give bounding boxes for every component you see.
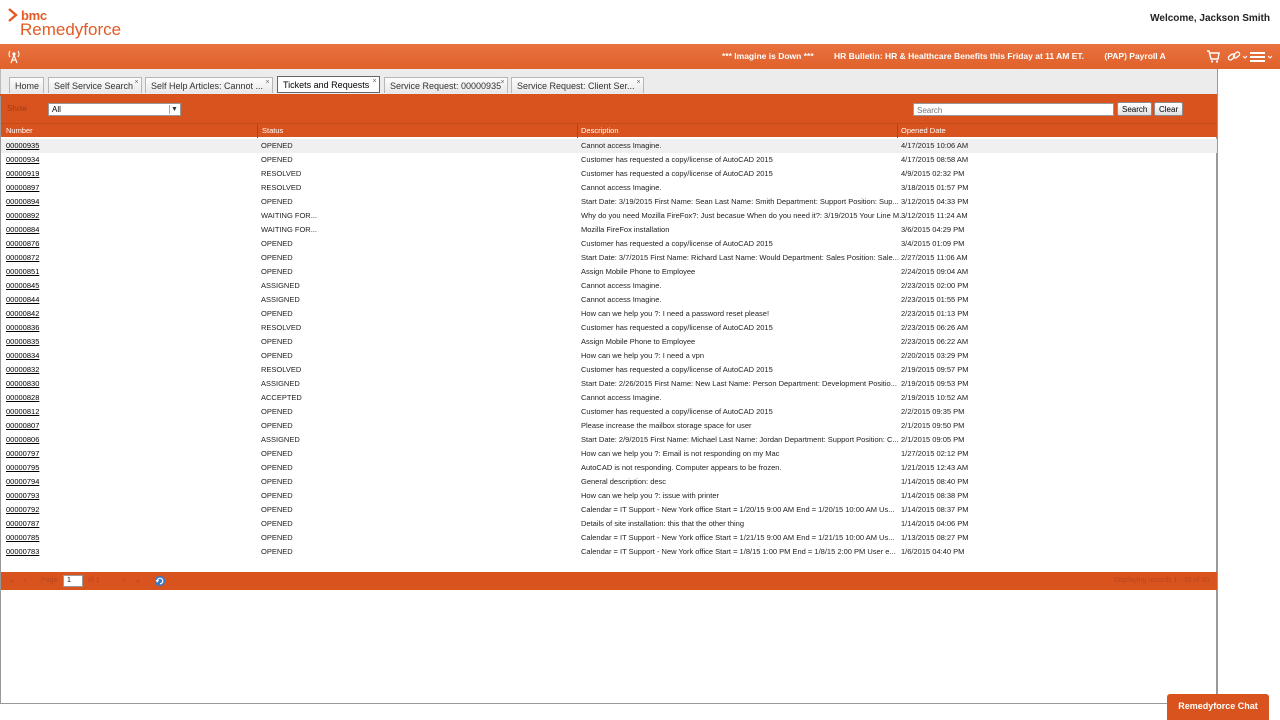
ticket-status: ASSIGNED [261,281,300,290]
filter-select[interactable] [48,103,181,116]
ticket-number-link[interactable]: 00000897 [6,183,40,192]
ticket-opened-date: 1/14/2015 08:40 PM [901,477,969,486]
table-row[interactable] [1,447,1217,461]
page-label: Page [41,577,58,584]
ticket-opened-date: 2/2/2015 09:35 PM [901,407,965,416]
ticket-opened-date: 3/6/2015 04:29 PM [901,225,965,234]
records-info: Displaying records 1 - 30 of 30 [1114,577,1209,584]
table-row[interactable] [1,461,1217,475]
broadcast-icon[interactable] [6,48,22,64]
ticket-opened-date: 3/4/2015 01:09 PM [901,239,965,248]
close-icon[interactable]: × [372,78,377,85]
logo-company: bmc [21,8,47,23]
bmc-logo-icon [7,8,19,22]
table-row[interactable] [1,489,1217,503]
logo-product: Remedyforce [20,20,122,39]
ticker-item: HR Bulletin: HR & Healthcare Benefits this Friday at 11 AM ET. [834,51,1085,61]
ticket-status: OPENED [261,337,293,346]
table-header [1,123,1217,137]
cart-icon[interactable] [1204,48,1222,66]
ticket-status: OPENED [261,253,293,262]
ticket-description: Customer has requested a copy/license of AutoCAD 2015 [581,365,773,374]
ticket-description: Customer has requested a copy/license of AutoCAD 2015 [581,155,773,164]
ticket-opened-date: 1/14/2015 08:37 PM [901,505,969,514]
search-input[interactable] [913,103,1114,116]
tab-label: Service Request: Client Ser... [517,81,635,91]
ticket-status: OPENED [261,141,293,150]
column-divider[interactable] [897,124,898,138]
table-row[interactable] [1,265,1217,279]
table-row[interactable] [1,307,1217,321]
ticket-description: General description: desc [581,477,667,486]
ticket-number-link[interactable]: 00000844 [6,295,40,304]
ticket-opened-date: 3/12/2015 11:24 AM [901,211,968,220]
ticket-status: ASSIGNED [261,295,300,304]
ticket-number-link[interactable]: 00000872 [6,253,40,262]
ticket-status: OPENED [261,239,293,248]
table-row[interactable] [1,503,1217,517]
ticket-number-link[interactable]: 00000836 [6,323,40,332]
table-row[interactable] [1,433,1217,447]
page-count: of 1 [88,577,100,584]
ticket-opened-date: 2/23/2015 01:55 PM [901,295,969,304]
ticket-status: ASSIGNED [261,379,300,388]
table-row[interactable] [1,517,1217,531]
menu-icon[interactable] [1252,48,1270,66]
ticket-description: Why do you need Mozilla FireFox?: Just becasue When do you need it?: 3/19/2015 Your Line M... [581,211,906,220]
ticket-opened-date: 2/1/2015 09:05 PM [901,435,965,444]
ticket-number-link[interactable]: 00000792 [6,505,40,514]
welcome-text: Welcome, Jackson Smith [1150,13,1270,24]
ticket-status: OPENED [261,197,293,206]
ticket-description: Calendar = IT Support - New York office Start = 1/21/15 9:00 AM End = 1/21/15 10:00 AM Us... [581,533,895,542]
ticket-number-link[interactable]: 00000845 [6,281,40,290]
ticket-number-link[interactable]: 00000783 [6,547,40,556]
ticket-status: WAITING FOR... [261,225,317,234]
ticket-number-link[interactable]: 00000935 [6,141,40,150]
table-row[interactable] [1,153,1217,167]
column-header-description[interactable]: Description [581,126,619,135]
ticket-number-link[interactable]: 00000832 [6,365,40,374]
ticket-status: OPENED [261,351,293,360]
ticket-number-link[interactable]: 00000876 [6,239,40,248]
tab-service-request-client[interactable] [511,77,644,93]
table-row[interactable] [1,321,1217,335]
ticket-description: Calendar = IT Support - New York office Start = 1/20/15 9:00 AM End = 1/20/15 10:00 AM Us... [581,505,895,514]
ticket-status: OPENED [261,449,293,458]
tab-tickets-and-requests[interactable] [277,76,380,93]
nav-bar [0,44,1280,69]
table-row[interactable] [1,293,1217,307]
table-row[interactable] [1,223,1217,237]
ticker-item: *** Imagine is Down *** [722,51,814,61]
ticket-status: OPENED [261,477,293,486]
ticket-number-link[interactable]: 00000834 [6,351,40,360]
tab-label: Self Help Articles: Cannot ... [151,81,264,91]
ticket-description: Assign Mobile Phone to Employee [581,267,696,276]
table-row[interactable] [1,335,1217,349]
close-icon[interactable]: × [500,79,505,86]
ticket-opened-date: 2/19/2015 09:53 PM [901,379,969,388]
ticket-number-link[interactable]: 00000842 [6,309,40,318]
ticket-status: OPENED [261,547,293,556]
ticket-opened-date: 2/20/2015 03:29 PM [901,351,969,360]
ticket-status: WAITING FOR... [261,211,317,220]
refresh-icon[interactable] [154,575,166,587]
chevron-down-icon[interactable]: ▼ [169,105,179,114]
ticket-description: Customer has requested a copy/license of AutoCAD 2015 [581,169,773,178]
ticket-opened-date: 4/17/2015 10:06 AM [901,141,969,150]
ticket-number-link[interactable]: 00000851 [6,267,40,276]
ticket-description: How can we help you ?: issue with printer [581,491,719,500]
ticket-number-link[interactable]: 00000835 [6,337,40,346]
ticket-status: OPENED [261,463,293,472]
ticket-number-link[interactable]: 00000884 [6,225,40,234]
table-row[interactable] [1,349,1217,363]
ticket-number-link[interactable]: 00000828 [6,393,40,402]
ticket-number-link[interactable]: 00000830 [6,379,40,388]
ticket-description: Details of site installation: this that the other thing [581,519,745,528]
ticket-number-link[interactable]: 00000797 [6,449,40,458]
ticket-number-link[interactable]: 00000892 [6,211,40,220]
last-page-icon[interactable]: » [135,576,141,585]
ticket-status: RESOLVED [261,183,302,192]
table-row[interactable] [1,251,1217,265]
ticket-description: Cannot access Imagine. [581,141,662,150]
ticket-opened-date: 2/23/2015 02:00 PM [901,281,969,290]
ticket-opened-date: 2/27/2015 11:06 AM [901,253,968,262]
ticket-status: OPENED [261,491,293,500]
ticket-description: Cannot access Imagine. [581,183,662,192]
table-row[interactable] [1,195,1217,209]
column-header-status[interactable]: Status [262,126,284,135]
column-divider[interactable] [577,124,578,138]
ticket-description: Cannot access Imagine. [581,393,662,402]
column-divider[interactable] [257,124,258,138]
table-row[interactable] [1,377,1217,391]
ticket-number-link[interactable]: 00000793 [6,491,40,500]
broadcast-ticker[interactable] [722,51,1166,61]
ticket-number-link[interactable]: 00000812 [6,407,40,416]
link-icon[interactable] [1228,48,1246,66]
ticket-opened-date: 1/14/2015 04:06 PM [901,519,969,528]
ticket-status: OPENED [261,309,293,318]
top-header [0,0,1280,44]
clear-button[interactable]: Clear [1154,102,1183,116]
tab-service-request-00000935[interactable] [384,77,508,93]
ticket-status: OPENED [261,505,293,514]
ticket-opened-date: 3/12/2015 04:33 PM [901,197,969,206]
ticket-number-link[interactable]: 00000807 [6,421,40,430]
tab-self-service-search[interactable] [48,77,142,93]
ticket-number-link[interactable]: 00000787 [6,519,40,528]
ticket-opened-date: 4/9/2015 02:32 PM [901,169,965,178]
ticket-opened-date: 1/13/2015 08:27 PM [901,533,969,542]
tickets-panel [0,96,1217,704]
table-row[interactable] [1,531,1217,545]
ticket-description: Start Date: 3/7/2015 First Name: Richard Last Name: Would Department: Sales Position: Sale... [581,253,899,262]
tab-label: Tickets and Requests [283,80,370,90]
tab-home[interactable] [9,77,44,93]
ticket-status: ACCEPTED [261,393,302,402]
ticket-description: Cannot access Imagine. [581,295,662,304]
table-row[interactable] [1,279,1217,293]
ticket-description: Start Date: 3/19/2015 First Name: Sean Last Name: Smith Department: Support Position: Sup... [581,197,899,206]
ticket-status: RESOLVED [261,169,302,178]
ticket-status: RESOLVED [261,323,302,332]
ticket-opened-date: 2/23/2015 01:13 PM [901,309,969,318]
ticket-opened-date: 2/23/2015 06:22 AM [901,337,969,346]
ticket-number-link[interactable]: 00000919 [6,169,40,178]
table-row[interactable] [1,475,1217,489]
ticket-description: Assign Mobile Phone to Employee [581,337,696,346]
ticket-status: RESOLVED [261,365,302,374]
ticket-number-link[interactable]: 00000934 [6,155,40,164]
ticket-status: OPENED [261,519,293,528]
ticket-opened-date: 1/14/2015 08:38 PM [901,491,969,500]
ticket-number-link[interactable]: 00000894 [6,197,40,206]
ticket-opened-date: 2/24/2015 09:04 AM [901,267,969,276]
ticket-description: Calendar = IT Support - New York office Start = 1/8/15 1:00 PM End = 1/8/15 2:00 PM User e... [581,547,896,556]
table-row[interactable] [1,237,1217,251]
ticker-item: (PAP) Payroll A [1104,51,1166,61]
ticket-status: OPENED [261,421,293,430]
pagination-bar [1,572,1217,590]
ticket-status: OPENED [261,267,293,276]
tab-label: Home [15,81,40,91]
column-header-number[interactable]: Number [6,126,33,135]
table-body [1,139,1217,559]
column-header-opened-date[interactable]: Opened Date [901,126,946,135]
table-row[interactable] [1,391,1217,405]
filter-bar [1,96,1217,123]
tab-label: Self Service Search [54,81,134,91]
ticket-description: Cannot access Imagine. [581,281,662,290]
ticket-description: Please increase the mailbox storage space for user [581,421,752,430]
ticket-opened-date: 3/18/2015 01:57 PM [901,183,969,192]
ticket-description: Customer has requested a copy/license of AutoCAD 2015 [581,323,773,332]
first-page-icon[interactable]: « [9,576,15,585]
table-row[interactable] [1,181,1217,195]
ticket-description: Mozilla FireFox installation [581,225,670,234]
search-button[interactable]: Search [1117,102,1152,116]
ticket-opened-date: 4/17/2015 08:58 AM [901,155,969,164]
ticket-opened-date: 2/1/2015 09:50 PM [901,421,965,430]
table-row[interactable] [1,545,1217,559]
ticket-opened-date: 1/27/2015 02:12 PM [901,449,969,458]
ticket-opened-date: 2/19/2015 09:57 PM [901,365,969,374]
ticket-description: AutoCAD is not responding. Computer appears to be frozen. [581,463,782,472]
filter-label: Show [7,104,28,113]
ticket-opened-date: 1/6/2015 04:40 PM [901,547,965,556]
table-row[interactable] [1,167,1217,181]
ticket-description: Start Date: 2/9/2015 First Name: Michael Last Name: Jordan Department: Support Position: C... [581,435,899,444]
ticket-status: OPENED [261,533,293,542]
chat-button[interactable]: Remedyforce Chat [1167,694,1269,720]
table-row[interactable] [1,363,1217,377]
table-row[interactable] [1,209,1217,223]
tab-self-help-articles[interactable] [145,77,273,93]
ticket-description: How can we help you ?: Email is not responding on my Mac [581,449,780,458]
ticket-opened-date: 2/19/2015 10:52 AM [901,393,969,402]
ticket-status: ASSIGNED [261,435,300,444]
ticket-description: Customer has requested a copy/license of AutoCAD 2015 [581,239,773,248]
ticket-number-link[interactable]: 00000785 [6,533,40,542]
next-page-icon[interactable]: › [122,576,126,585]
ticket-number-link[interactable]: 00000794 [6,477,40,486]
table-row[interactable] [1,405,1217,419]
filter-selected-value: All [52,105,61,114]
tab-label: Service Request: 00000935 [390,81,502,91]
right-divider [1217,69,1218,720]
ticket-status: OPENED [261,155,293,164]
ticket-opened-date: 1/21/2015 12:43 AM [901,463,969,472]
tab-bar [0,69,1218,96]
ticket-number-link[interactable]: 00000806 [6,435,40,444]
ticket-description: How can we help you ?: I need a vpn [581,351,704,360]
page-number-input[interactable]: 1 [63,575,83,587]
table-row[interactable] [1,419,1217,433]
table-row[interactable] [1,139,1217,153]
ticket-number-link[interactable]: 00000795 [6,463,40,472]
ticket-status: OPENED [261,407,293,416]
ticket-description: Customer has requested a copy/license of AutoCAD 2015 [581,407,773,416]
ticket-description: Start Date: 2/26/2015 First Name: New Last Name: Person Department: Development Positio... [581,379,897,388]
ticket-opened-date: 2/23/2015 06:26 AM [901,323,969,332]
prev-page-icon[interactable]: ‹ [23,576,27,585]
close-icon[interactable]: × [134,79,139,86]
close-icon[interactable]: × [636,79,641,86]
ticket-description: How can we help you ?: I need a password reset please! [581,309,770,318]
close-icon[interactable]: × [265,79,270,86]
nav-icons [1204,47,1270,66]
